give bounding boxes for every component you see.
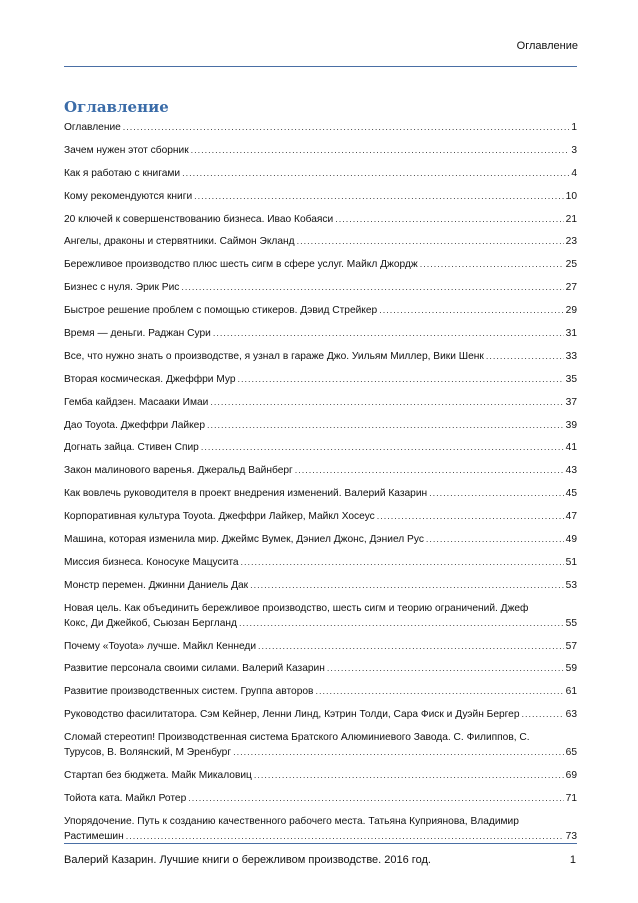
toc-page-number: 29 xyxy=(565,305,577,317)
toc-page-number: 31 xyxy=(565,328,577,340)
toc-entry-line xyxy=(64,257,577,272)
footer-rule xyxy=(64,843,577,844)
toc-page-number: 49 xyxy=(565,534,577,546)
toc-entry-title: Кокс, Ди Джейкоб, Сьюзан Бергланд xyxy=(64,617,237,629)
toc-entry-title: Вторая космическая. Джеффри Мур xyxy=(64,373,236,385)
toc-dot-leader xyxy=(239,616,564,631)
toc-page-number: 65 xyxy=(565,747,577,759)
toc-entry[interactable] xyxy=(64,257,577,280)
toc-dot-leader xyxy=(315,684,563,699)
toc-dot-leader xyxy=(191,143,570,158)
toc-entry-line xyxy=(64,532,577,547)
toc-entry[interactable] xyxy=(64,372,577,395)
toc-entry-title: Бережливое производство плюс шесть сигм в сфере услуг. Майкл Джордж xyxy=(64,259,418,271)
toc-entry-line xyxy=(64,440,577,455)
toc-entry[interactable] xyxy=(64,532,577,555)
toc-page-number: 35 xyxy=(565,373,577,385)
toc-entry[interactable] xyxy=(64,509,577,532)
toc-page-number: 21 xyxy=(565,213,577,225)
toc-entry-line xyxy=(64,303,577,318)
toc-page-number: 71 xyxy=(565,792,577,804)
toc-dot-leader xyxy=(207,418,564,433)
toc-entry-line xyxy=(64,166,577,181)
toc-entry-title: Новая цель. Как объединить бережливое производство, шесть сигм и теорию ограничений. Джеф xyxy=(64,602,529,614)
toc-dot-leader xyxy=(377,509,564,524)
toc-entry-line xyxy=(64,326,577,341)
toc-entry[interactable] xyxy=(64,166,577,189)
toc-dot-leader xyxy=(126,829,564,844)
toc-dot-leader xyxy=(295,463,564,478)
toc-entry-title: Развитие персонала своими силами. Валерий Казарин xyxy=(64,663,325,675)
toc-entry[interactable] xyxy=(64,707,577,730)
toc-entry-line xyxy=(64,372,577,387)
toc-dot-leader xyxy=(250,578,564,593)
toc-entry-title: Все, что нужно знать о производстве, я узнал в гараже Джо. Уильям Миллер, Вики Шенк xyxy=(64,350,484,362)
toc-entry-title: Зачем нужен этот сборник xyxy=(64,144,189,156)
toc-entry[interactable] xyxy=(64,555,577,578)
footer-text: Валерий Казарин. Лучшие книги о бережливом производстве. 2016 год. xyxy=(64,854,431,866)
toc-entry-title: Машина, которая изменила мир. Джеймс Вумек, Дэниел Джонс, Дэниел Рус xyxy=(64,534,424,546)
toc-entry-line xyxy=(64,212,577,227)
toc-entry-title: Развитие производственных систем. Группа авторов xyxy=(64,686,314,698)
toc-entry-title: Тойота ката. Майкл Ротер xyxy=(64,792,187,804)
toc-entry-title: Дао Toyota. Джеффри Лайкер xyxy=(64,419,206,431)
toc-page-number: 51 xyxy=(565,556,577,568)
toc-dot-leader xyxy=(258,639,564,654)
toc-dot-leader xyxy=(379,303,563,318)
toc-entry-title: 20 ключей к совершенствованию бизнеса. Ивао Кобаяси xyxy=(64,213,334,225)
toc-entry[interactable] xyxy=(64,189,577,212)
toc-page-number: 55 xyxy=(565,617,577,629)
toc-entry[interactable] xyxy=(64,730,577,768)
toc-entry-title: Оглавление xyxy=(64,122,121,133)
toc-dot-leader xyxy=(233,745,564,760)
toc-entry-line xyxy=(64,791,577,806)
toc-page-number: 3 xyxy=(571,144,577,156)
toc-heading: Оглавление xyxy=(64,98,169,116)
toc-page-number: 25 xyxy=(565,259,577,271)
toc-entry[interactable] xyxy=(64,326,577,349)
toc-entry-title: Как я работаю с книгами xyxy=(64,167,181,179)
toc-page-number: 47 xyxy=(565,511,577,523)
toc-entry[interactable] xyxy=(64,303,577,326)
toc-page-number: 1 xyxy=(571,122,577,133)
toc-entry-line xyxy=(64,661,577,676)
toc-entry-line xyxy=(64,418,577,433)
toc-entry-title: Руководство фасилитатора. Сэм Кейнер, Ленни Линд, Кэтрин Толди, Сара Фиск и Дуэйн Бергер xyxy=(64,709,520,721)
toc-entry[interactable] xyxy=(64,212,577,235)
toc-dot-leader xyxy=(522,707,564,722)
toc-entry[interactable] xyxy=(64,768,577,791)
toc-page-number: 43 xyxy=(565,465,577,477)
toc-dot-leader xyxy=(241,555,564,570)
toc-page-number: 37 xyxy=(565,396,577,408)
toc-entry-title: Почему «Toyota» лучше. Майкл Кеннеди xyxy=(64,640,257,652)
toc-entry-line xyxy=(64,616,577,631)
running-header: Оглавление xyxy=(516,40,578,52)
header-rule xyxy=(64,66,577,67)
toc-entry[interactable] xyxy=(64,440,577,463)
footer-page-number: 1 xyxy=(569,854,576,866)
toc-entry-title: Как вовлечь руководителя в проект внедрения изменений. Валерий Казарин xyxy=(64,488,428,500)
toc-entry-line xyxy=(64,463,577,478)
toc-entry-line xyxy=(64,189,577,204)
toc-entry-line xyxy=(64,509,577,524)
toc-dot-leader xyxy=(254,768,564,783)
toc-entry-title: Стартап без бюджета. Майк Микаловиц xyxy=(64,770,252,782)
toc-page-number: 23 xyxy=(565,236,577,248)
toc-entry-title: Ангелы, драконы и стервятники. Саймон Экланд xyxy=(64,236,295,248)
toc-page-number: 53 xyxy=(565,579,577,591)
toc-dot-leader xyxy=(188,791,563,806)
toc-entry[interactable] xyxy=(64,463,577,486)
toc-entry-title: Турусов, В. Волянский, М Эренбург xyxy=(64,747,232,759)
toc-page-number: 73 xyxy=(565,830,577,842)
toc-page-number: 61 xyxy=(565,686,577,698)
toc-page-number: 33 xyxy=(565,350,577,362)
toc-entry-title: Сломай стереотип! Производственная система Братского Алюминиевого Завода. С. Филиппов, С. xyxy=(64,732,530,744)
toc-entry[interactable] xyxy=(64,684,577,707)
toc-entry-line xyxy=(64,814,577,829)
toc-entry-title: Упорядочение. Путь к созданию качественного рабочего места. Татьяна Куприянова, Владимир xyxy=(64,815,519,827)
toc-entry-line xyxy=(64,707,577,722)
toc-page-number: 27 xyxy=(565,282,577,294)
toc-entry-title: Корпоративная культура Toyota. Джеффри Лайкер, Майкл Хосеус xyxy=(64,511,375,523)
toc-entry-title: Время — деньги. Раджан Сури xyxy=(64,328,211,340)
toc-page-number: 57 xyxy=(565,640,577,652)
toc-entry-line xyxy=(64,120,577,135)
toc-entry[interactable] xyxy=(64,639,577,662)
toc-entry[interactable] xyxy=(64,120,577,143)
toc-dot-leader xyxy=(181,280,563,295)
toc-dot-leader xyxy=(327,661,564,676)
toc-entry[interactable] xyxy=(64,661,577,684)
toc-page-number: 59 xyxy=(565,663,577,675)
toc-entry[interactable] xyxy=(64,143,577,166)
toc-page-number: 63 xyxy=(565,709,577,721)
toc-entry-title: Закон малинового варенья. Джеральд Вайнберг xyxy=(64,465,293,477)
toc-entry[interactable] xyxy=(64,814,577,852)
toc-entry-title: Кому рекомендуются книги xyxy=(64,190,193,202)
toc-entry-title: Гемба кайдзен. Масааки Имаи xyxy=(64,396,209,408)
toc-entry-line xyxy=(64,684,577,699)
toc-entry-line xyxy=(64,639,577,654)
toc-entry[interactable] xyxy=(64,578,577,601)
toc-entry-line xyxy=(64,829,577,844)
toc-entry-title: Миссия бизнеса. Коносуке Мацусита xyxy=(64,556,239,568)
toc-page-number: 41 xyxy=(565,442,577,454)
toc-entry-line xyxy=(64,486,577,501)
toc-dot-leader xyxy=(486,349,564,364)
toc-entry-line xyxy=(64,578,577,593)
toc-page-number: 4 xyxy=(571,167,577,179)
toc-entry-title: Быстрое решение проблем с помощью стикеров. Дэвид Стрейкер xyxy=(64,305,378,317)
toc-dot-leader xyxy=(213,326,564,341)
toc-dot-leader xyxy=(297,234,564,249)
toc-entry[interactable] xyxy=(64,349,577,372)
toc-page-number: 10 xyxy=(565,190,577,202)
toc-dot-leader xyxy=(335,212,563,227)
toc-dot-leader xyxy=(238,372,564,387)
toc-dot-leader xyxy=(123,120,570,135)
toc-entry[interactable] xyxy=(64,418,577,441)
toc-entry-line xyxy=(64,395,577,410)
toc-entry-line xyxy=(64,555,577,570)
toc-dot-leader xyxy=(182,166,569,181)
toc-entry-line xyxy=(64,280,577,295)
toc-list xyxy=(64,120,577,852)
toc-dot-leader xyxy=(426,532,564,547)
toc-dot-leader xyxy=(420,257,564,272)
toc-dot-leader xyxy=(210,395,563,410)
toc-dot-leader xyxy=(201,440,564,455)
toc-entry-line xyxy=(64,730,577,745)
toc-entry-title: Растимешин xyxy=(64,830,124,842)
toc-entry[interactable] xyxy=(64,601,577,639)
toc-entry-line xyxy=(64,143,577,158)
toc-entry-line xyxy=(64,349,577,364)
toc-entry[interactable] xyxy=(64,395,577,418)
toc-entry-line xyxy=(64,745,577,760)
toc-entry-title: Бизнес с нуля. Эрик Рис xyxy=(64,282,180,294)
toc-entry[interactable] xyxy=(64,280,577,303)
toc-page-number: 45 xyxy=(565,488,577,500)
toc-page-number: 39 xyxy=(565,419,577,431)
toc-dot-leader xyxy=(429,486,563,501)
toc-entry[interactable] xyxy=(64,791,577,814)
toc-entry-title: Догнать зайца. Стивен Спир xyxy=(64,442,199,454)
toc-entry-line xyxy=(64,234,577,249)
toc-entry-line xyxy=(64,768,577,783)
toc-entry-line xyxy=(64,601,577,616)
toc-entry[interactable] xyxy=(64,234,577,257)
toc-entry-title: Монстр перемен. Джинни Даниель Дак xyxy=(64,579,249,591)
toc-page-number: 69 xyxy=(565,770,577,782)
toc-entry[interactable] xyxy=(64,486,577,509)
toc-dot-leader xyxy=(194,189,564,204)
